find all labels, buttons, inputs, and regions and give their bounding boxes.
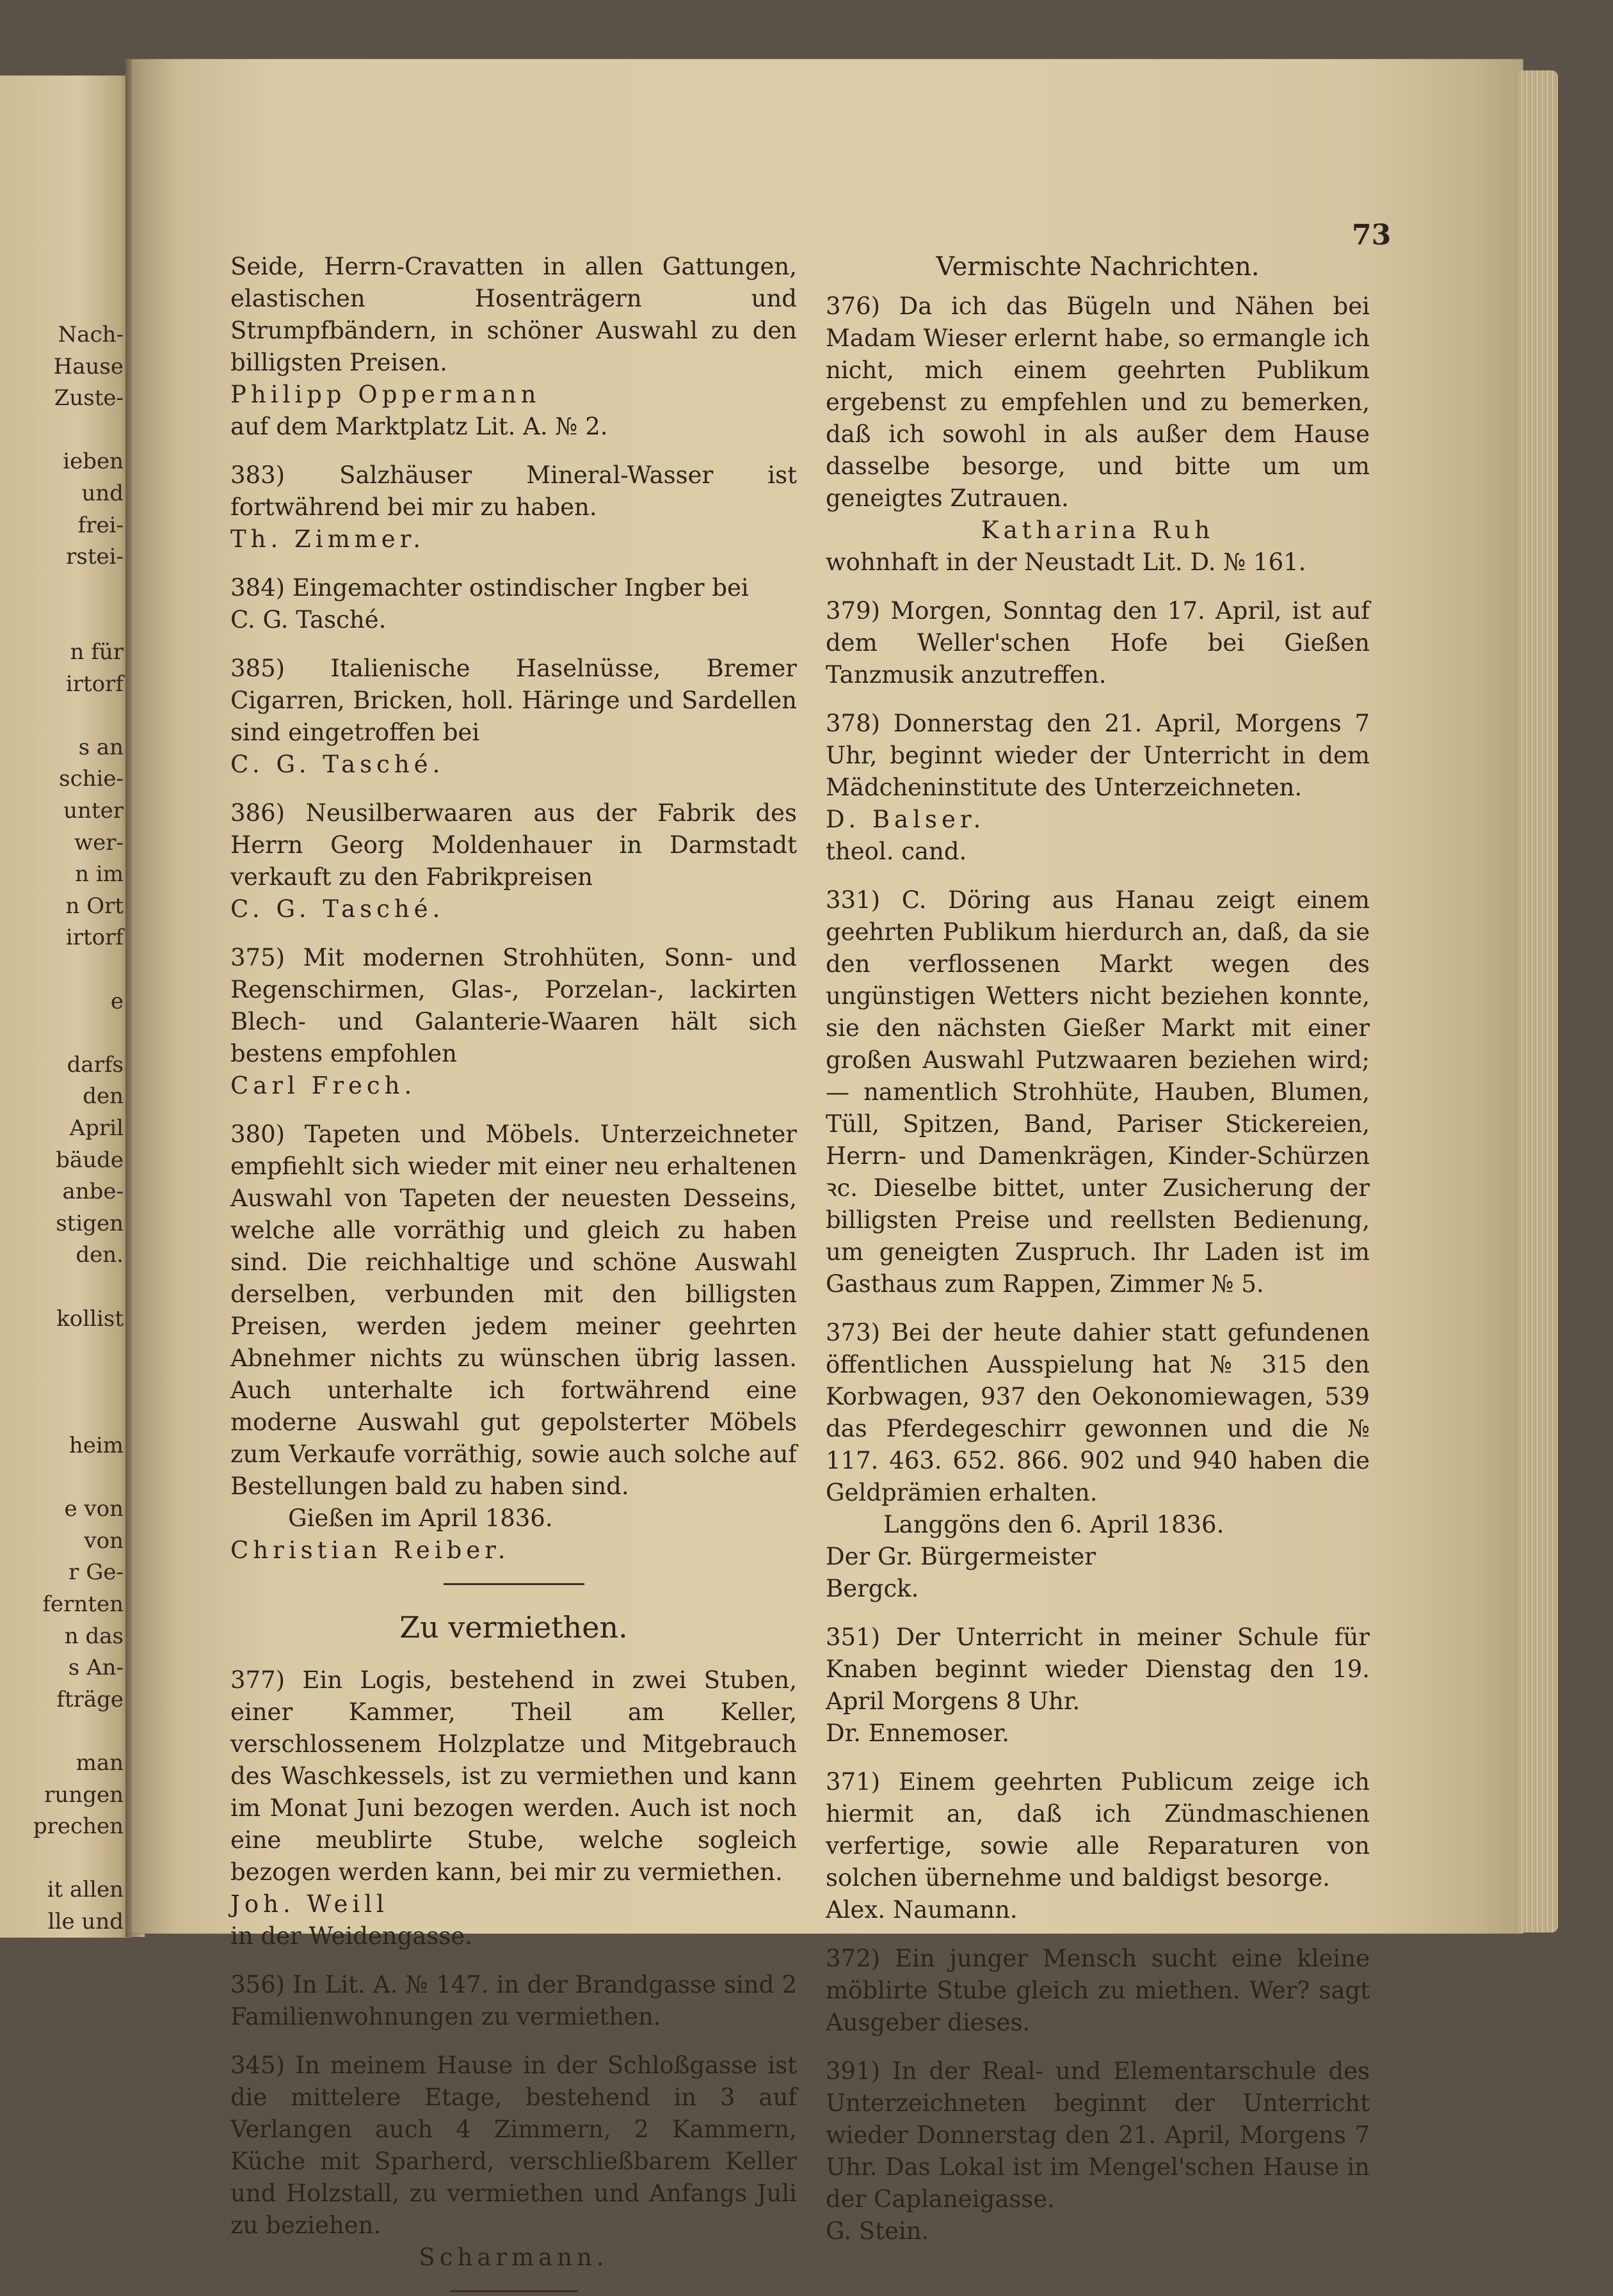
- section-rule: [450, 2290, 578, 2292]
- left-page-fragment: e: [110, 988, 124, 1014]
- notice-text: 379) Morgen, Sonntag den 17. April, ist auf dem Weller'schen Hofe bei Gießen Tanzmusik anzutreffen.: [826, 597, 1370, 689]
- notice-text: 372) Ein junger Mensch sucht eine kleine möblirte Stube gleich zu miethen. Wer? sagt Ausgeber dieses.: [826, 1945, 1370, 2036]
- left-page-fragment: it allen: [47, 1877, 124, 1903]
- left-page-fragment: irtorf: [65, 925, 124, 951]
- notice-signature: Carl Frech.: [230, 1072, 417, 1099]
- notice-place-date: Langgöns den 6. April 1836.: [883, 1511, 1224, 1538]
- left-page-fragment: schie-: [59, 766, 124, 792]
- page-edge: [1518, 70, 1558, 1933]
- notice-signature: Katharina Ruh: [981, 516, 1215, 544]
- notice-entry: [230, 942, 797, 1102]
- left-page-fragment: n für: [70, 639, 124, 665]
- left-page-fragment: Hause: [53, 353, 124, 379]
- notice-entry: [230, 572, 797, 636]
- notice-text: 378) Donnerstag den 21. April, Morgens 7 Uhr, beginnt wieder der Unterricht in dem Mädcheninstitute des Unterzeichneten.: [826, 710, 1370, 801]
- left-page-fragment: rstei-: [66, 544, 124, 570]
- left-page-fragment: s An-: [68, 1655, 124, 1681]
- left-page-fragment: n das: [64, 1623, 124, 1649]
- left-page-fragment: Zuste-: [54, 385, 124, 411]
- left-page-fragment: heim: [68, 1433, 124, 1458]
- left-page-fragment: bäude: [56, 1147, 124, 1173]
- section-heading: Vermischte Nachrichten.: [936, 252, 1260, 282]
- notice-signature-title: theol. cand.: [826, 838, 967, 865]
- notice-entry: [826, 291, 1370, 578]
- notice-entry: [230, 653, 797, 781]
- page-number: 73: [1352, 219, 1392, 251]
- left-column: [230, 251, 797, 2296]
- notice-text: 386) Neusilberwaaren aus der Fabrik des Herrn Georg Moldenhauer in Darmstadt verkauft zu den Fabrikpreisen: [230, 799, 797, 891]
- left-page-fragment: fernten: [42, 1591, 124, 1617]
- left-page: [0, 76, 131, 1938]
- rent-entry: [230, 1664, 797, 1952]
- notice-signature: C. G. Tasché.: [230, 606, 387, 634]
- notice-entry: [230, 797, 797, 925]
- notice-signature-address: in der Weidengasse.: [230, 1922, 472, 1950]
- notice-text: 331) C. Döring aus Hanau zeigt einem geehrten Publikum hierdurch an, daß, da sie den verflossenen Markt wegen des ungünstigen Wetters nicht beziehen konnte, sie den nächsten Gießer Markt mit einer großen Auswahl Putzwaaren beziehen wird; — namentlich Strohhüte, Hauben, Blumen, Tüll, Spitzen, Band, Pariser Stickereien, Herrn- und Damenkrägen, Kinder-Schürzen ꝛc. Dieselbe bittet, unter Zusicherung der billigsten Preise und reellsten Bedienung, um geneigten Zuspruch. Ihr Laden ist im Gasthaus zum Rappen, Zimmer № 5.: [826, 886, 1370, 1298]
- notice-signature-name: Bergck.: [826, 1575, 919, 1602]
- notice-signature: Alex. Naumann.: [826, 1896, 1018, 1924]
- notice-entry: [826, 1622, 1370, 1750]
- notice-text: 391) In der Real- und Elementarschule des Unterzeichneten beginnt der Unterricht wieder Donnerstag den 21. April, Morgens 7 Uhr. Das Lokal ist im Mengel'schen Hause in der Caplaneigasse.: [826, 2057, 1370, 2213]
- left-page-fragment: darfs: [67, 1051, 124, 1078]
- left-page-fragment: unter: [63, 798, 124, 824]
- notice-signature: C. G. Tasché.: [230, 751, 445, 778]
- left-page-fragment: irtorf: [65, 671, 124, 697]
- left-page-fragment: anbe-: [62, 1179, 124, 1205]
- notice-signature: C. G. Tasché.: [230, 895, 445, 923]
- notice-text: 383) Salzhäuser Mineral-Wasser ist fortwährend bei mir zu haben.: [230, 461, 797, 521]
- left-page-fragment: Nach-: [58, 322, 124, 347]
- right-column: [826, 251, 1370, 2264]
- notice-signature: D. Balser.: [826, 806, 986, 833]
- notice-signature: G. Stein.: [826, 2217, 929, 2245]
- section-rule: [444, 1583, 584, 1585]
- left-page-fragment: den.: [76, 1242, 124, 1268]
- left-page-fragment: und: [81, 481, 124, 506]
- notice-text: 373) Bei der heute dahier statt gefundenen öffentlichen Ausspielung hat № 315 den Korbwagen, 937 den Oekonomiewagen, 539 das Pferdegeschirr gewonnen und die № 117. 463. 652. 866. 902 und 940 haben die Geldprämien erhalten.: [826, 1319, 1370, 1506]
- left-page-fragment: man: [76, 1750, 124, 1776]
- left-page-fragment: lle und: [47, 1909, 124, 1934]
- notice-signature: Dr. Ennemoser.: [826, 1719, 1010, 1747]
- notice-signature: Joh. Weill: [230, 1890, 389, 1918]
- notice-text: 384) Eingemachter ostindischer Ingber bei: [230, 574, 749, 602]
- left-page-fragment: s an: [78, 734, 124, 760]
- notice-signature-address: auf dem Marktplatz Lit. A. № 2.: [230, 413, 608, 440]
- notice-text: 345) In meinem Hause in der Schloßgasse ist die mittelere Etage, bestehend in 3 auf Verlangen auch 4 Zimmern, 2 Kammern, Küche mit Sparherd, verschließbarem Keller und Holzstall, zu vermiethen und Anfangs Juli zu beziehen.: [230, 2052, 797, 2239]
- left-page-fragment: fträge: [56, 1686, 124, 1712]
- notice-text: 351) Der Unterricht in meiner Schule für Knaben beginnt wieder Dienstag den 19. April Morgens 8 Uhr.: [826, 1623, 1370, 1715]
- section-heading: Zu vermiethen.: [399, 1610, 628, 1645]
- notice-text: 377) Ein Logis, bestehend in zwei Stuben, einer Kammer, Theil am Keller, verschlossenem Holzplatze und Mitgebrauch des Waschkessels, ist zu vermiethen und kann im Monat Juni bezogen werden. Auch ist noch eine meublirte Stube, welche sogleich bezogen werden kann, bei mir zu vermiethen.: [230, 1666, 797, 1886]
- notice-text: 380) Tapeten und Möbels. Unterzeichneter empfiehlt sich wieder mit einer neu erhaltenen Auswahl von Tapeten der neuesten Desseins, welche alle vorräthig und gleich zu haben sind. Die reichhaltige und schöne Auswahl derselben, verbunden mit den billigsten Preisen, werden jedem meiner geehrten Abnehmer nichts zu wünschen übrig lassen. Auch unterhalte ich fortwährend eine moderne Auswahl gut gepolsterter Möbels zum Verkaufe vorräthig, sowie auch solche auf Bestellungen bald zu haben sind.: [230, 1120, 797, 1500]
- notice-entry: [826, 884, 1370, 1300]
- rent-entry: [230, 1969, 797, 2033]
- notice-text: 356) In Lit. A. № 147. in der Brandgasse sind 2 Familienwohnungen zu vermiethen.: [230, 1971, 797, 2030]
- notice-entry: [230, 1119, 797, 1567]
- notice-entry: [826, 1317, 1370, 1605]
- notice-place-date: Gießen im April 1836.: [288, 1504, 553, 1532]
- notice-entry: [826, 2055, 1370, 2247]
- notice-entry: [826, 1766, 1370, 1926]
- left-page-fragment: e von: [64, 1496, 124, 1522]
- notice-entry: [230, 459, 797, 555]
- left-page-fragment: r Ge-: [68, 1559, 124, 1586]
- notice-text: 376) Da ich das Bügeln und Nähen bei Madam Wieser erlernt habe, so ermangle ich nicht, mich einem geehrten Publikum ergebenst zu empfehlen und zu bemerken, daß ich sowohl in als außer dem Hause dasselbe besorge, und bitte um um geneigtes Zutrauen.: [826, 292, 1370, 512]
- notice-entry: [826, 595, 1370, 691]
- notice-entry: [826, 1943, 1370, 2039]
- notice-text: Seide, Herrn-Cravatten in allen Gattungen, elastischen Hosenträgern und Strumpfbändern, in schöner Auswahl zu den billigsten Preisen.: [230, 253, 797, 376]
- left-page-fragment: frei-: [77, 512, 124, 538]
- left-page-fragment: kollist: [56, 1305, 124, 1332]
- left-page-fragment: April: [69, 1115, 124, 1141]
- notice-signature-address: wohnhaft in der Neustadt Lit. D. № 161.: [826, 548, 1306, 576]
- notice-text: 371) Einem geehrten Publicum zeige ich hiermit an, daß ich Zündmaschienen verfertige, sowie alle Reparaturen von solchen übernehme und baldigst besorge.: [826, 1768, 1370, 1892]
- left-page-fragment: den: [83, 1083, 124, 1110]
- left-page-fragment: ieben: [63, 449, 124, 475]
- notice-signature: Th. Zimmer.: [230, 525, 426, 553]
- left-page-fragment: rungen: [44, 1782, 124, 1808]
- notice-signature: Der Gr. Bürgermeister: [826, 1543, 1096, 1570]
- notice-signature: Philipp Oppermann: [230, 381, 541, 408]
- left-page-fragment: prechen: [33, 1814, 124, 1840]
- notice-signature: Scharmann.: [419, 2244, 609, 2271]
- left-page-fragment: von: [84, 1527, 124, 1554]
- rent-entry: [230, 2050, 797, 2274]
- notice-entry: [826, 708, 1370, 868]
- notice-signature: Christian Reiber.: [230, 1536, 510, 1564]
- left-page-fragment: wer-: [74, 829, 124, 856]
- left-page-fragment: n Ort: [65, 893, 124, 919]
- notice-text: 385) Italienische Haselnüsse, Bremer Cigarren, Bricken, holl. Häringe und Sardellen sind eingetroffen bei: [230, 655, 797, 746]
- left-page-fragment: stigen: [56, 1210, 124, 1236]
- notice-text: 375) Mit modernen Strohhüten, Sonn- und Regenschirmen, Glas-, Porzelan-, lackirten Blech- und Galanterie-Waaren hält sich bestens empfohlen: [230, 944, 797, 1067]
- left-page-fragment: n im: [75, 861, 124, 888]
- notice-entry: [230, 251, 797, 443]
